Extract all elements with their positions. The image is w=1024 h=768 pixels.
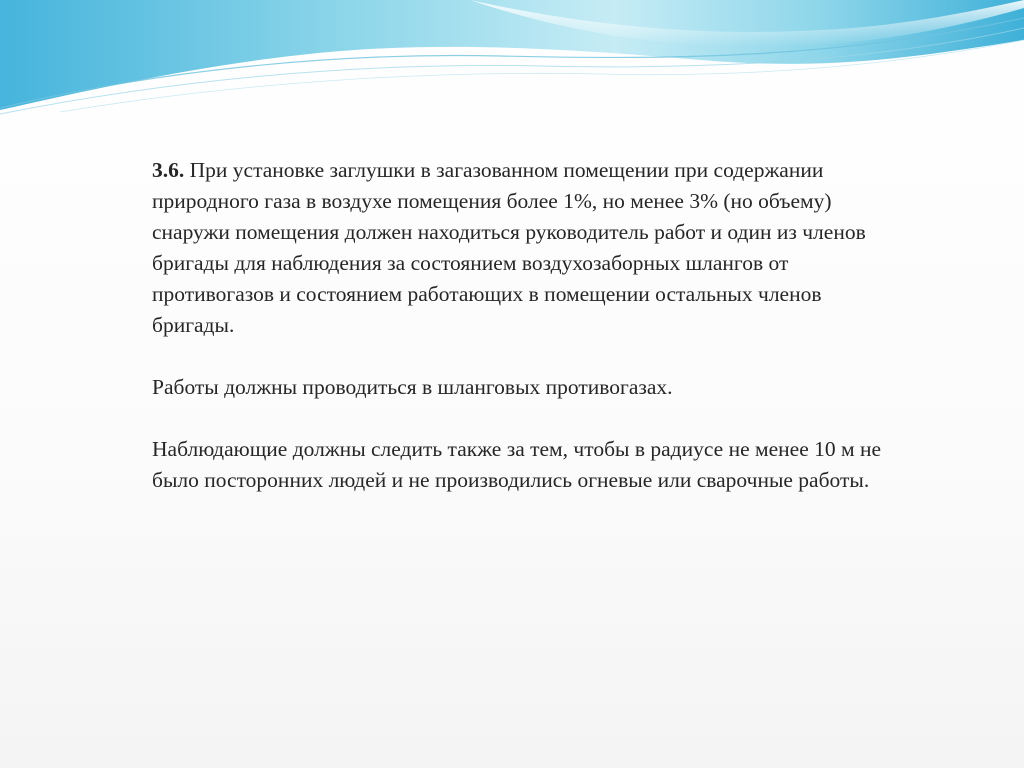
wave-band: [0, 0, 1024, 110]
header-wave-decoration: [0, 0, 1024, 130]
section-number: 3.6.: [152, 158, 185, 182]
paragraph-text: При установке заглушки в загазованном помещении при содержании природного газа в воздухе помещения более 1%, но менее 3% (но объему) снаружи помещения должен находиться руководитель работ и один из членов бригады для наблюдения за состоянием воздухозаборных шлангов от противогазов и состоянием работающих в помещении остальных членов бригады.: [152, 158, 866, 337]
slide-body-text: [152, 155, 892, 496]
paragraph-gas-masks: Работы должны проводиться в шланговых противогазах.: [152, 375, 673, 399]
paragraph-3-6: [152, 155, 892, 341]
paragraph-observers: Наблюдающие должны следить также за тем, чтобы в радиусе не менее 10 м не было посторонних людей и не производились огневые или сварочные работы.: [152, 437, 882, 492]
